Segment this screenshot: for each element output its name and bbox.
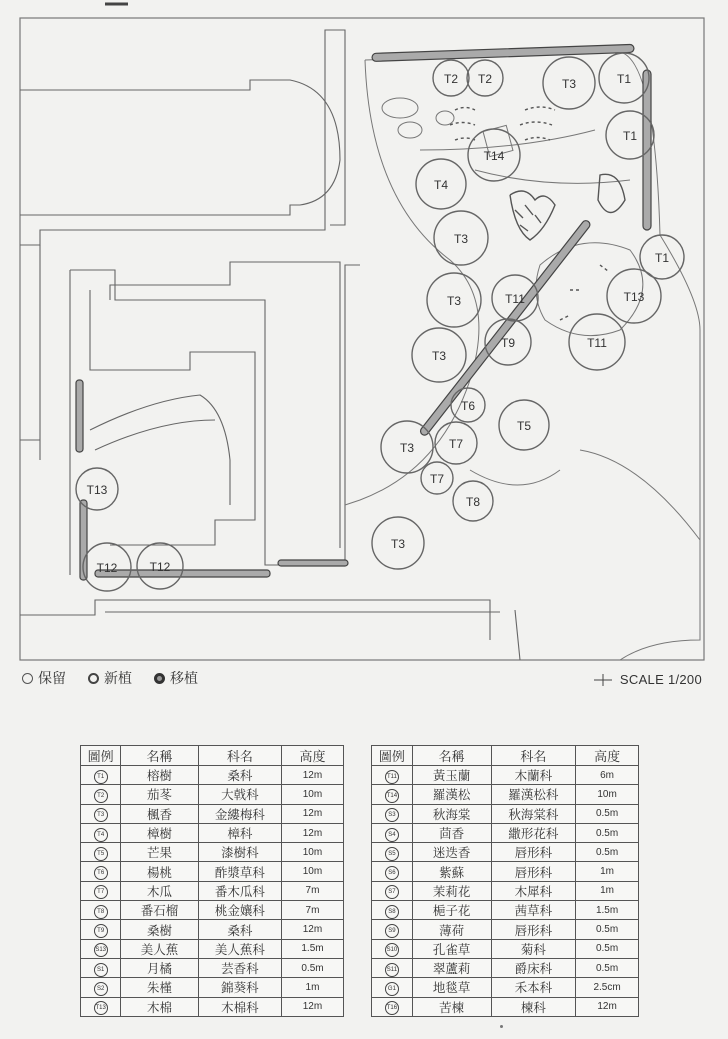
- plant-family: 酢漿草科: [198, 862, 281, 881]
- table-row: [81, 804, 344, 823]
- table-row: [372, 785, 639, 804]
- plant-code: [372, 843, 413, 862]
- table-row: [372, 881, 639, 900]
- table-row: [81, 766, 344, 785]
- legend-keep-label: 保留: [38, 670, 66, 686]
- header-family: 科名: [198, 746, 281, 766]
- plant-code-badge: S13: [94, 943, 108, 957]
- plant-height: 1m: [576, 881, 639, 900]
- move-symbol-icon: [154, 673, 165, 684]
- tree-label: T11: [587, 336, 607, 350]
- plant-family: 爵床科: [491, 958, 576, 977]
- plant-code: [372, 785, 413, 804]
- plant-code-badge: T13: [94, 1001, 108, 1015]
- table-row: [372, 958, 639, 977]
- plant-code: [81, 766, 121, 785]
- tree-label: T3: [561, 77, 577, 91]
- plant-code-badge: T6: [94, 866, 108, 880]
- plant-height: 7m: [281, 901, 343, 920]
- plant-height: 0.5m: [281, 958, 343, 977]
- plant-code: [81, 958, 121, 977]
- plant-height: 0.5m: [576, 920, 639, 939]
- plant-code: [81, 823, 121, 842]
- plant-table-right: [371, 745, 639, 1017]
- plant-code-badge: T8: [94, 905, 108, 919]
- plant-name: 木瓜: [121, 881, 198, 900]
- plant-family: 唇形科: [491, 862, 576, 881]
- table-row: [81, 997, 344, 1016]
- plant-code: [372, 978, 413, 997]
- table-row: [81, 978, 344, 997]
- plant-code-badge: S2: [94, 982, 108, 996]
- plant-code: [372, 862, 413, 881]
- plant-name: 地毯草: [412, 978, 491, 997]
- table-row: [81, 901, 344, 920]
- tree-label: T3: [431, 349, 447, 363]
- plant-code: [372, 823, 413, 842]
- table-row: [81, 862, 344, 881]
- plant-name: 苦楝: [412, 997, 491, 1016]
- plant-height: 0.5m: [576, 804, 639, 823]
- plant-name: 紫蘇: [412, 862, 491, 881]
- tree-label: T11: [505, 292, 525, 306]
- plant-height: 12m: [281, 766, 343, 785]
- plant-name: 翠蘆莉: [412, 958, 491, 977]
- plant-code: [372, 804, 413, 823]
- plant-family: 羅漢松科: [491, 785, 576, 804]
- legend-move-label: 移植: [170, 670, 198, 686]
- plant-family: 木棉科: [198, 997, 281, 1016]
- plant-name: 番石榴: [121, 901, 198, 920]
- plant-code-badge: S1: [94, 963, 108, 977]
- plant-code: [372, 920, 413, 939]
- plant-code-badge: G1: [385, 982, 399, 996]
- plant-family: 芸香科: [198, 958, 281, 977]
- plant-height: 0.5m: [576, 843, 639, 862]
- plant-family: 茜草科: [491, 901, 576, 920]
- plant-family: 木蘭科: [491, 766, 576, 785]
- stray-dot: [500, 1025, 503, 1028]
- legend-new-label: 新植: [104, 670, 132, 686]
- plant-height: 10m: [281, 843, 343, 862]
- plant-name: 茉莉花: [412, 881, 491, 900]
- plant-height: 10m: [281, 785, 343, 804]
- plant-family: 唇形科: [491, 843, 576, 862]
- header-name: 名稱: [412, 746, 491, 766]
- plant-family: 金縷梅科: [198, 804, 281, 823]
- legend-move: [154, 668, 198, 688]
- north-arrow-icon: [592, 673, 614, 687]
- plant-height: 1m: [576, 862, 639, 881]
- table-row: [372, 978, 639, 997]
- plant-code: [372, 997, 413, 1016]
- tree-label: T12: [149, 560, 171, 574]
- tree-label: T12: [96, 561, 118, 575]
- plant-code-badge: S6: [385, 866, 399, 880]
- plant-height: 0.5m: [576, 823, 639, 842]
- header-height: 高度: [281, 746, 343, 766]
- new-symbol-icon: [88, 673, 99, 684]
- scale-label: SCALE 1/200: [619, 672, 702, 687]
- plant-code-badge: S11: [385, 963, 399, 977]
- header-name: 名稱: [121, 746, 198, 766]
- tree-label: T9: [500, 336, 516, 350]
- plant-code-badge: S10: [385, 943, 399, 957]
- plant-code: [81, 804, 121, 823]
- tree-label: T8: [465, 495, 481, 509]
- plant-family: 桃金孃科: [198, 901, 281, 920]
- plant-height: 12m: [281, 804, 343, 823]
- plant-family: 楝科: [491, 997, 576, 1016]
- table-row: [372, 766, 639, 785]
- tree-label: T13: [86, 483, 108, 497]
- plant-code: [81, 862, 121, 881]
- plant-name: 迷迭香: [412, 843, 491, 862]
- legend-new: [88, 668, 132, 688]
- header-code: 圖例: [372, 746, 413, 766]
- tree-label: T1: [622, 129, 638, 143]
- plant-code-badge: S5: [385, 847, 399, 861]
- plant-family: 漆樹科: [198, 843, 281, 862]
- plant-family: 禾本科: [491, 978, 576, 997]
- plant-code-badge: S8: [385, 905, 399, 919]
- plant-family: 桑科: [198, 920, 281, 939]
- plant-table-left: [80, 745, 344, 1017]
- plant-family: 菊科: [491, 939, 576, 958]
- plant-family: 大戟科: [198, 785, 281, 804]
- plant-code-badge: T11: [385, 770, 399, 784]
- header-code: 圖例: [81, 746, 121, 766]
- plant-code: [81, 978, 121, 997]
- keep-symbol-icon: [22, 673, 33, 684]
- plant-height: 12m: [281, 920, 343, 939]
- plant-name: 梔子花: [412, 901, 491, 920]
- table-row: [372, 939, 639, 958]
- plant-name: 黃玉蘭: [412, 766, 491, 785]
- plant-code: [372, 901, 413, 920]
- plant-height: 1.5m: [281, 939, 343, 958]
- plant-name: 樟樹: [121, 823, 198, 842]
- tree-label: T1: [616, 72, 632, 86]
- table-row: [81, 920, 344, 939]
- plant-name: 芒果: [121, 843, 198, 862]
- plant-family: 秋海棠科: [491, 804, 576, 823]
- tree-label: T3: [446, 294, 462, 308]
- plant-code: [81, 843, 121, 862]
- plant-height: 0.5m: [576, 939, 639, 958]
- plant-code: [81, 997, 121, 1016]
- plant-code: [81, 881, 121, 900]
- plant-name: 楓香: [121, 804, 198, 823]
- plant-name: 朱槿: [121, 978, 198, 997]
- plant-code: [81, 785, 121, 804]
- plant-height: 12m: [281, 823, 343, 842]
- plant-code: [372, 939, 413, 958]
- table-header-row: [372, 746, 639, 766]
- plant-height: 12m: [576, 997, 639, 1016]
- plant-height: 12m: [281, 997, 343, 1016]
- plant-code: [372, 881, 413, 900]
- tree-label: T14: [483, 149, 505, 163]
- plant-code-badge: T5: [94, 847, 108, 861]
- table-row: [372, 823, 639, 842]
- plant-name: 美人蕉: [121, 939, 198, 958]
- plant-name: 茄苳: [121, 785, 198, 804]
- plant-code: [372, 766, 413, 785]
- plant-code-badge: T7: [94, 885, 108, 899]
- tree-label: T4: [433, 178, 449, 192]
- scale-indicator: [592, 672, 702, 687]
- plant-name: 月橘: [121, 958, 198, 977]
- table-row: [372, 862, 639, 881]
- plant-code: [81, 920, 121, 939]
- legend: [22, 668, 198, 688]
- plant-code-badge: T4: [94, 828, 108, 842]
- plant-height: 0.5m: [576, 958, 639, 977]
- tree-label: T2: [477, 72, 493, 86]
- table-row: [81, 843, 344, 862]
- plant-name: 秋海棠: [412, 804, 491, 823]
- plant-code: [81, 939, 121, 958]
- header-family: 科名: [491, 746, 576, 766]
- tree-label: T2: [443, 72, 459, 86]
- plant-code: [372, 958, 413, 977]
- plant-family: 唇形科: [491, 920, 576, 939]
- tree-label: T3: [390, 537, 406, 551]
- plant-height: 2.5cm: [576, 978, 639, 997]
- plant-name: 桑樹: [121, 920, 198, 939]
- plant-name: 孔雀草: [412, 939, 491, 958]
- plant-family: 美人蕉科: [198, 939, 281, 958]
- tree-label: T3: [453, 232, 469, 246]
- tree-label: T5: [516, 419, 532, 433]
- plant-family: 繖形花科: [491, 823, 576, 842]
- plant-code-badge: T14: [385, 789, 399, 803]
- plant-code-badge: S7: [385, 885, 399, 899]
- plant-family: 錦葵科: [198, 978, 281, 997]
- table-row: [372, 843, 639, 862]
- plant-family: 樟科: [198, 823, 281, 842]
- table-row: [81, 958, 344, 977]
- plant-name: 羅漢松: [412, 785, 491, 804]
- plant-code-badge: S9: [385, 924, 399, 938]
- plant-height: 1.5m: [576, 901, 639, 920]
- tree-label: T6: [460, 399, 476, 413]
- plant-code-badge: T3: [94, 808, 108, 822]
- plant-family: 木犀科: [491, 881, 576, 900]
- table-row: [81, 823, 344, 842]
- table-row: [372, 901, 639, 920]
- plant-family: 桑科: [198, 766, 281, 785]
- plant-code-badge: T16: [385, 1001, 399, 1015]
- plant-code: [81, 901, 121, 920]
- plant-code-badge: S3: [385, 808, 399, 822]
- tree-label: T7: [448, 437, 464, 451]
- plant-height: 7m: [281, 881, 343, 900]
- table-row: [81, 881, 344, 900]
- plant-name: 木棉: [121, 997, 198, 1016]
- tree-label: T7: [429, 472, 445, 486]
- plant-name: 榕樹: [121, 766, 198, 785]
- header-height: 高度: [576, 746, 639, 766]
- tree-label: T3: [399, 441, 415, 455]
- table-header-row: [81, 746, 344, 766]
- plant-height: 6m: [576, 766, 639, 785]
- plant-family: 番木瓜科: [198, 881, 281, 900]
- tree-label: T13: [623, 290, 645, 304]
- plant-code-badge: T9: [94, 924, 108, 938]
- plant-code-badge: T2: [94, 789, 108, 803]
- plant-height: 10m: [281, 862, 343, 881]
- table-row: [372, 997, 639, 1016]
- table-row: [81, 785, 344, 804]
- plant-name: 楊桃: [121, 862, 198, 881]
- legend-keep: [22, 668, 66, 688]
- plant-code-badge: T1: [94, 770, 108, 784]
- table-row: [81, 939, 344, 958]
- plant-name: 薄荷: [412, 920, 491, 939]
- plant-height: 1m: [281, 978, 343, 997]
- plant-name: 茴香: [412, 823, 491, 842]
- table-row: [372, 804, 639, 823]
- plant-code-badge: S4: [385, 828, 399, 842]
- plant-height: 10m: [576, 785, 639, 804]
- table-row: [372, 920, 639, 939]
- tree-label: T1: [654, 251, 670, 265]
